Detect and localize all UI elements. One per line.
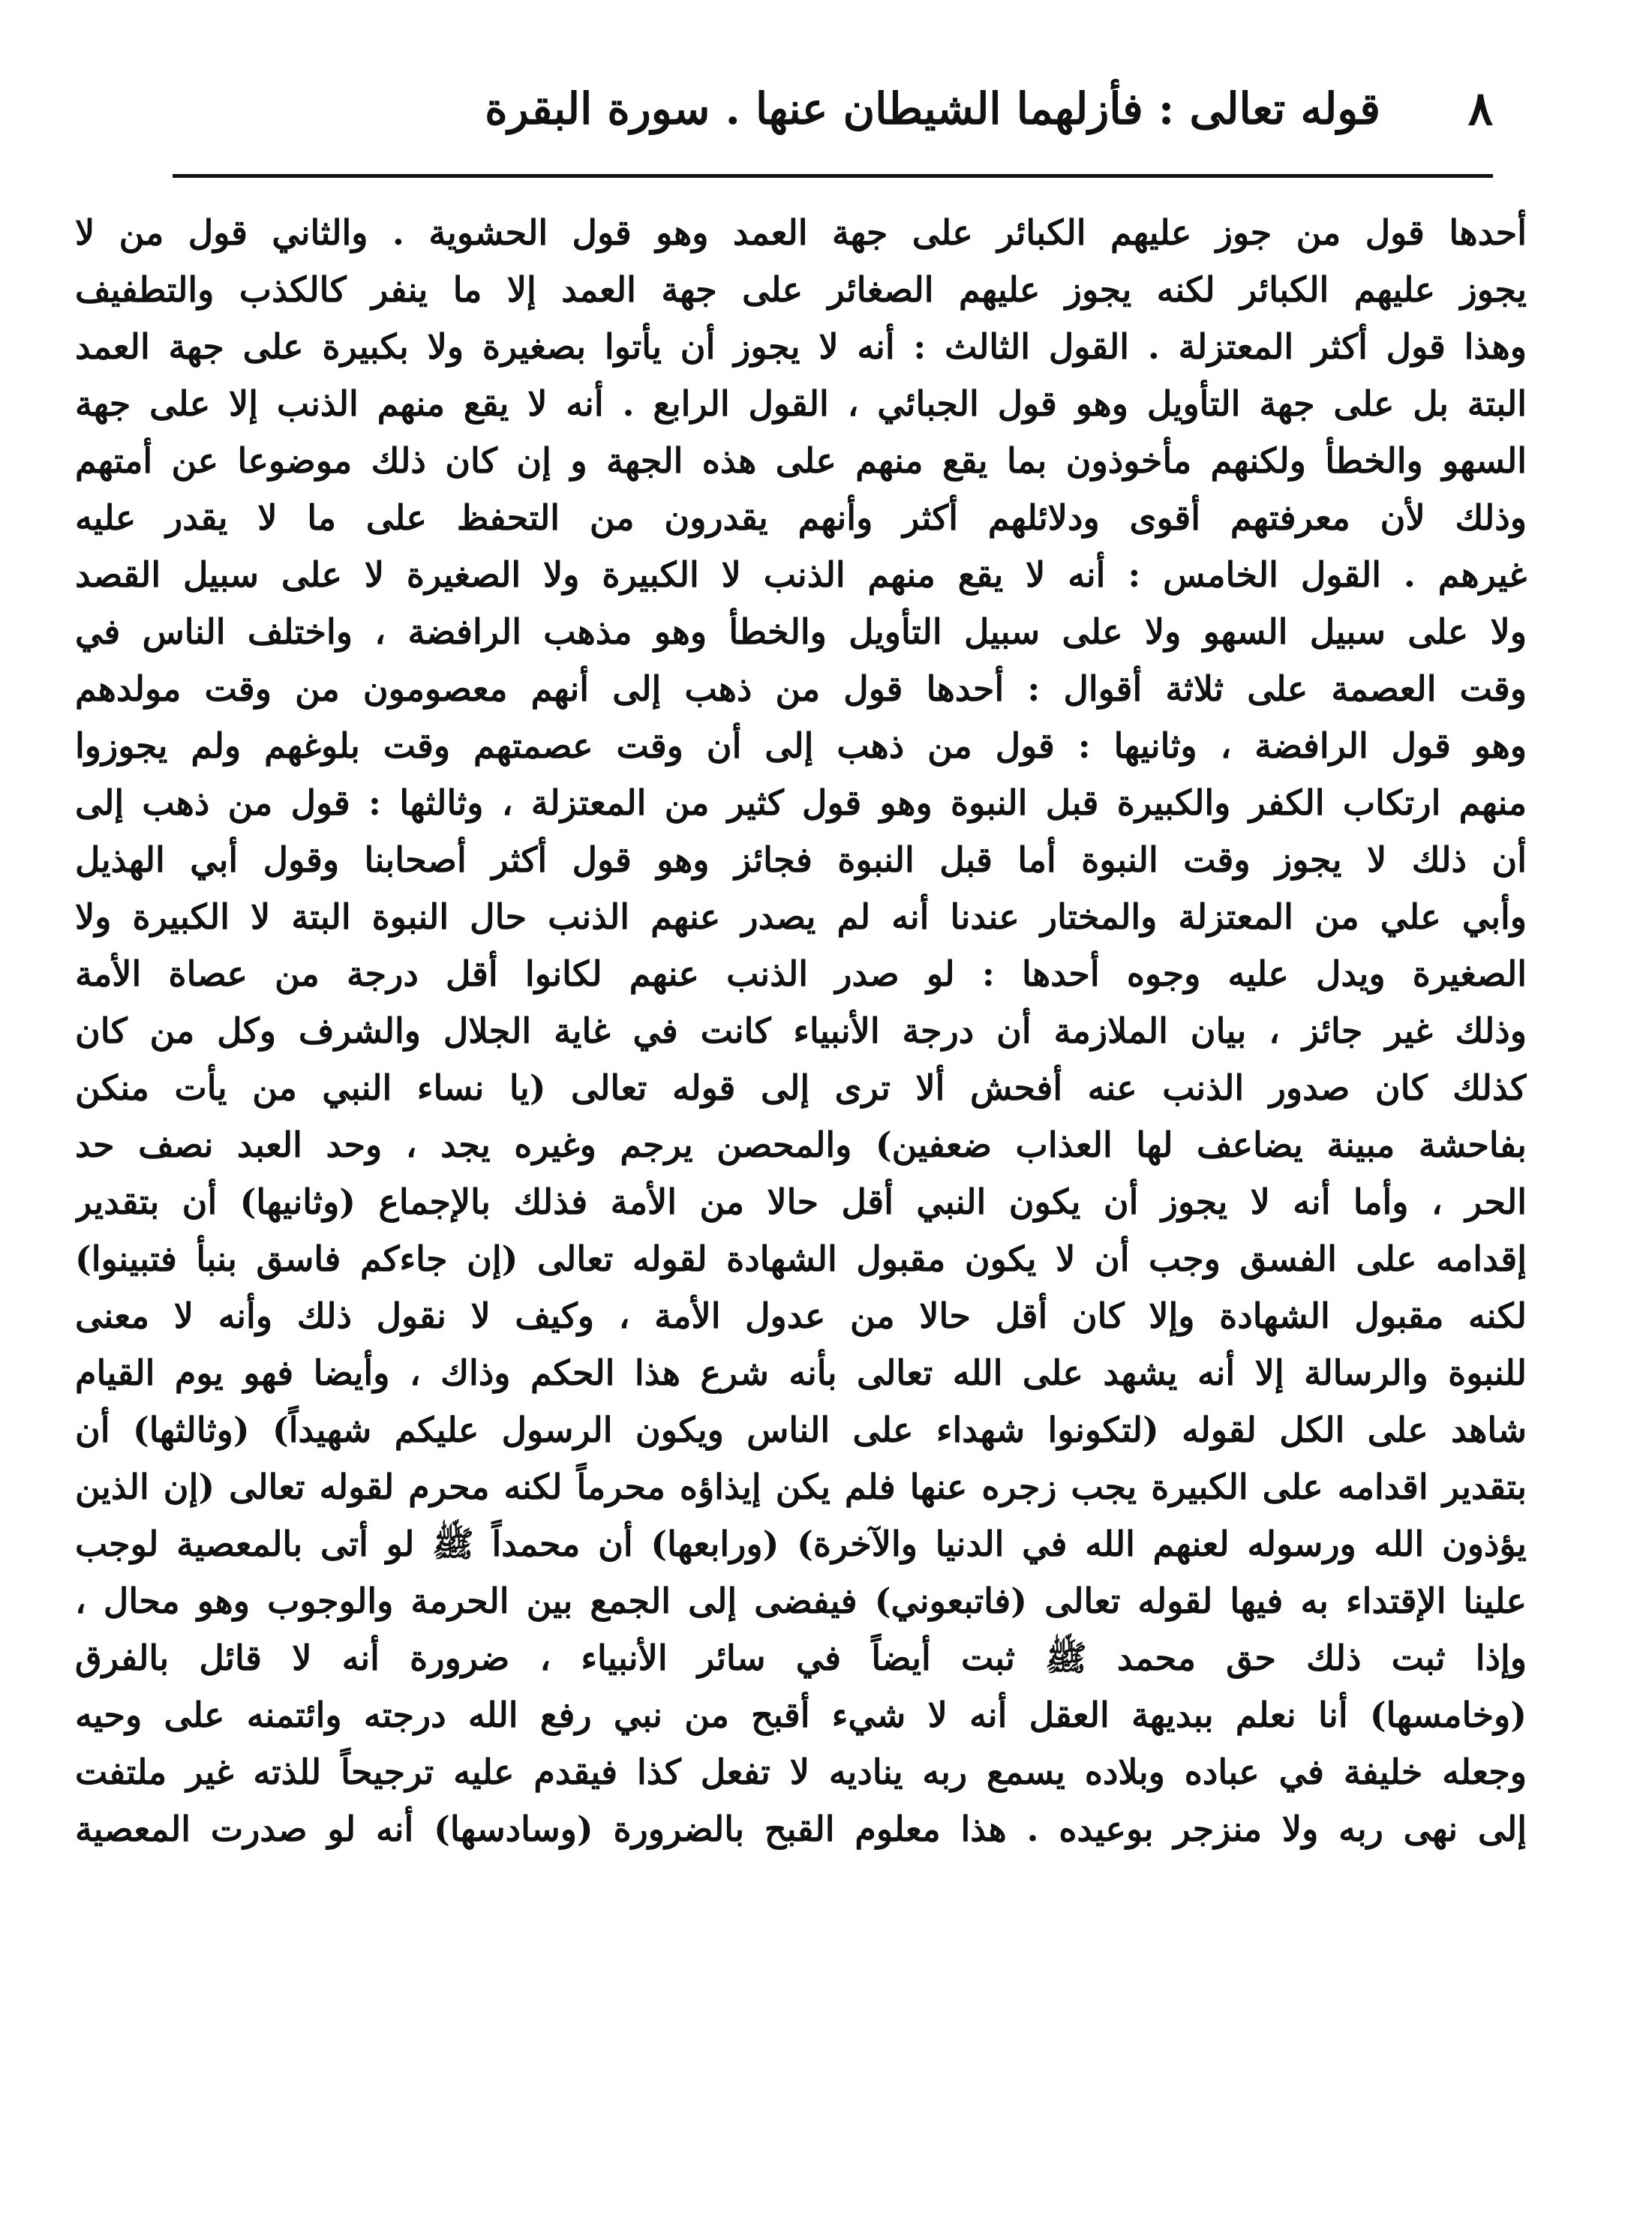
text-line: (وخامسها) أنا نعلم ببديهة العقل أنه لا شيء أقبح من نبي رفع الله درجته وائتمنه على وحيه: [75, 1695, 1527, 1735]
text-line: يؤذون الله ورسوله لعنهم الله في الدنيا والآخرة) (ورابعها) أن محمداً ﷺ لو أتى بالمعصية لوجب: [75, 1524, 1527, 1564]
text-line: بتقدير اقدامه على الكبيرة يجب زجره عنها فلم يكن إيذاؤه محرماً لكنه محرم لقوله تعالى (إن الذين: [75, 1467, 1527, 1507]
text-line: ولا على سبيل السهو ولا على سبيل التأويل والخطأ وهو مذهب الرافضة ، واختلف الناس في: [75, 611, 1527, 652]
text-line: كذلك كان صدور الذنب عنه أفحش ألا ترى إلى قوله تعالى (يا نساء النبي من يأت منكن: [75, 1067, 1527, 1108]
text-line: أحدها قول من جوز عليهم الكبائر على جهة العمد وهو قول الحشوية . والثاني قول من لا: [75, 212, 1527, 253]
text-line: أن ذلك لا يجوز وقت النبوة أما قبل النبوة فجائز وهو قول أكثر أصحابنا وقول أبي الهذيل: [75, 839, 1527, 880]
text-line: منهم ارتكاب الكفر والكبيرة قبل النبوة وهو قول كثير من المعتزلة ، وثالثها : قول من ذهب إلى: [75, 782, 1527, 823]
text-line: وهذا قول أكثر المعتزلة . القول الثالث : أنه لا يجوز أن يأتوا بصغيرة ولا بكبيرة على جهة العمد: [75, 326, 1527, 367]
text-line: علينا الإقتداء به فيها لقوله تعالى (فاتبعوني) فيفضى إلى الجمع بين الحرمة والوجوب وهو محال ،: [75, 1581, 1527, 1621]
page-header: [173, 75, 1493, 143]
text-line: غيرهم . القول الخامس : أنه لا يقع منهم الذنب لا الكبيرة ولا الصغيرة لا على سبيل القصد: [75, 554, 1527, 595]
text-line: شاهد على الكل لقوله (لتكونوا شهداء على الناس ويكون الرسول عليكم شهيداً) (وثالثها) أن: [75, 1410, 1527, 1450]
page-number: ٨: [1467, 81, 1493, 136]
text-line: وأبي علي من المعتزلة والمختار عندنا أنه لم يصدر عنهم الذنب حال النبوة البتة لا الكبيرة ولا: [75, 896, 1527, 937]
header-divider: [173, 174, 1493, 178]
text-line: لكنه مقبول الشهادة وإلا كان أقل حالا من عدول الأمة ، وكيف لا نقول ذلك وأنه لا معنى: [75, 1296, 1527, 1336]
text-line: إلى نهى ربه ولا منزجر بوعيده . هذا معلوم القبح بالضرورة (وسادسها) أنه لو صدرت المعصية: [75, 1809, 1527, 1849]
text-line: البتة بل على جهة التأويل وهو قول الجبائي ، القول الرابع . أنه لا يقع منهم الذنب إلا على جهة: [75, 383, 1527, 424]
text-line: وذلك غير جائز ، بيان الملازمة أن درجة الأنبياء كانت في غاية الجلال والشرف وكل من كان: [75, 1010, 1527, 1051]
body-text: [75, 204, 1527, 1857]
text-line: يجوز عليهم الكبائر لكنه يجوز عليهم الصغائر على جهة العمد إلا ما ينفر كالكذب والتطفيف: [75, 269, 1527, 310]
text-line: وجعله خليفة في عباده وبلاده يسمع ربه يناديه لا تفعل كذا فيقدم عليه ترجيحاً للذته غير ملتفت: [75, 1752, 1527, 1792]
text-line: وذلك لأن معرفتهم أقوى ودلائلهم أكثر وأنهم يقدرون من التحفظ على ما لا يقدر عليه: [75, 497, 1527, 538]
text-line: وقت العصمة على ثلاثة أقوال : أحدها قول من ذهب إلى أنهم معصومون من وقت مولدهم: [75, 668, 1527, 709]
text-line: للنبوة والرسالة إلا أنه يشهد على الله تعالى بأنه شرع هذا الحكم وذاك ، وأيضا فهو يوم القيام: [75, 1353, 1527, 1393]
text-line: وهو قول الرافضة ، وثانيها : قول من ذهب إلى أن وقت عصمتهم وقت بلوغهم ولم يجوزوا: [75, 725, 1527, 766]
text-line: إقدامه على الفسق وجب أن لا يكون مقبول الشهادة لقوله تعالى (إن جاءكم فاسق بنبأ فتبينوا): [75, 1239, 1527, 1279]
text-line: السهو والخطأ ولكنهم مأخوذون بما يقع منهم على هذه الجهة و إن كان ذلك موضوعا عن أمتهم: [75, 440, 1527, 481]
text-line: الصغيرة ويدل عليه وجوه أحدها : لو صدر الذنب عنهم لكانوا أقل درجة من عصاة الأمة: [75, 953, 1527, 994]
text-line: وإذا ثبت ذلك حق محمد ﷺ ثبت أيضاً في سائر الأنبياء ، ضرورة أنه لا قائل بالفرق: [75, 1638, 1527, 1678]
running-title: قوله تعالى : فأزلهما الشيطان عنها . سورة البقرة: [485, 83, 1380, 134]
text-line: بفاحشة مبينة يضاعف لها العذاب ضعفين) والمحصن يرجم وغيره يجد ، وحد العبد نصف حد: [75, 1125, 1527, 1165]
text-line: الحر ، وأما أنه لا يجوز أن يكون النبي أقل حالا من الأمة فذلك بالإجماع (وثانيها) أن بتقدير: [75, 1182, 1527, 1222]
